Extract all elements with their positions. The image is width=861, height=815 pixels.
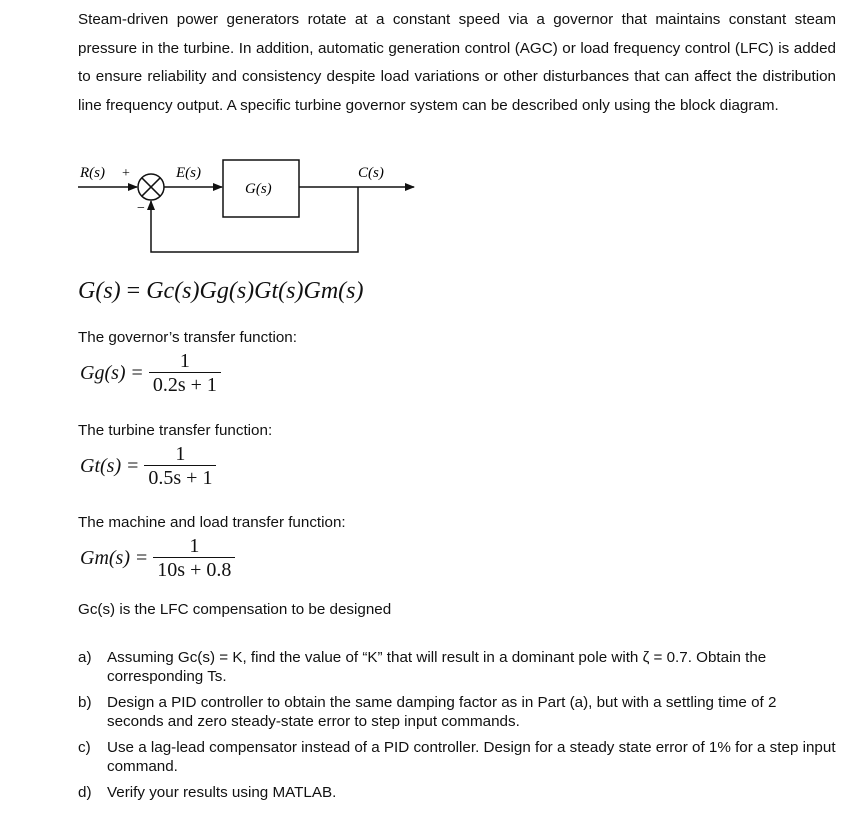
machine-label: The machine and load transfer function: xyxy=(78,514,346,531)
machine-numerator: 1 xyxy=(189,535,200,557)
task-list xyxy=(78,648,836,809)
turbine-denominator: 0.5s + 1 xyxy=(144,465,216,490)
task-text: Assuming Gc(s) = K, find the value of “K” that will result in a dominant pole with ζ = 0.7. Obtain the corresponding Ts. xyxy=(107,649,767,685)
turbine-fraction xyxy=(144,443,216,490)
main-eq-rhs: Gc(s)Gg(s)Gt(s)Gm(s) xyxy=(146,278,364,304)
task-item xyxy=(78,648,836,686)
machine-denominator: 10s + 0.8 xyxy=(153,557,235,582)
task-letter: b) xyxy=(78,694,92,711)
turbine-numerator: 1 xyxy=(175,443,186,465)
task-text: Design a PID controller to obtain the same damping factor as in Part (a), but with a settling time of 2 seconds and zero steady-state error to step input commands. xyxy=(107,694,777,730)
main-eq-lhs: G(s) xyxy=(78,278,121,304)
task-letter: c) xyxy=(78,739,91,756)
machine-fraction xyxy=(153,535,235,582)
governor-label: The governor’s transfer function: xyxy=(78,329,297,346)
error-label: E(s) xyxy=(176,165,201,181)
compensation-note: Gc(s) is the LFC compensation to be designed xyxy=(78,601,392,618)
task-letter: a) xyxy=(78,649,92,666)
governor-numerator: 1 xyxy=(179,350,190,372)
input-label: R(s) xyxy=(80,165,105,181)
minus-sign: − xyxy=(137,201,145,216)
task-text: Use a lag-lead compensator instead of a PID controller. Design for a steady state error of 1% for a step input command. xyxy=(107,739,836,775)
task-item xyxy=(78,693,836,731)
governor-fraction xyxy=(149,350,221,397)
governor-transfer-function: Gg(s) = $\frac{1}{0.2s + 1}$ xyxy=(80,350,221,397)
block-diagram xyxy=(0,150,861,260)
machine-lhs: Gm(s) xyxy=(80,547,130,569)
task-item xyxy=(78,783,836,802)
turbine-transfer-function: Gt(s) = $\frac{1}{0.5s + 1}$ xyxy=(80,443,216,490)
task-letter: d) xyxy=(78,784,92,801)
task-text: Verify your results using MATLAB. xyxy=(107,784,337,801)
task-item xyxy=(78,738,836,776)
governor-lhs: Gg(s) xyxy=(80,362,126,384)
turbine-label: The turbine transfer function: xyxy=(78,422,273,439)
output-label: C(s) xyxy=(358,165,384,181)
block-label: G(s) xyxy=(245,181,272,197)
governor-denominator: 0.2s + 1 xyxy=(149,372,221,397)
overall-transfer-equation: G(s) = Gc(s)Gg(s)Gt(s)Gm(s) xyxy=(78,278,364,304)
machine-transfer-function: Gm(s) = $\frac{1}{10s + 0.8}$ xyxy=(80,535,235,582)
problem-intro: Steam-driven power generators rotate at a constant speed via a governor that maintains constant steam pressure in the turbine. In addition, automatic generation control (AGC) or load frequency control (LFC) is added to ensure reliability and consistency despite load variations or other disturbances that can affect the distribution line frequency output. A specific turbine governor system can be described only using the block diagram. xyxy=(78,11,836,114)
summing-junction xyxy=(138,174,164,200)
plus-sign: + xyxy=(122,166,130,181)
turbine-lhs: Gt(s) xyxy=(80,455,122,477)
